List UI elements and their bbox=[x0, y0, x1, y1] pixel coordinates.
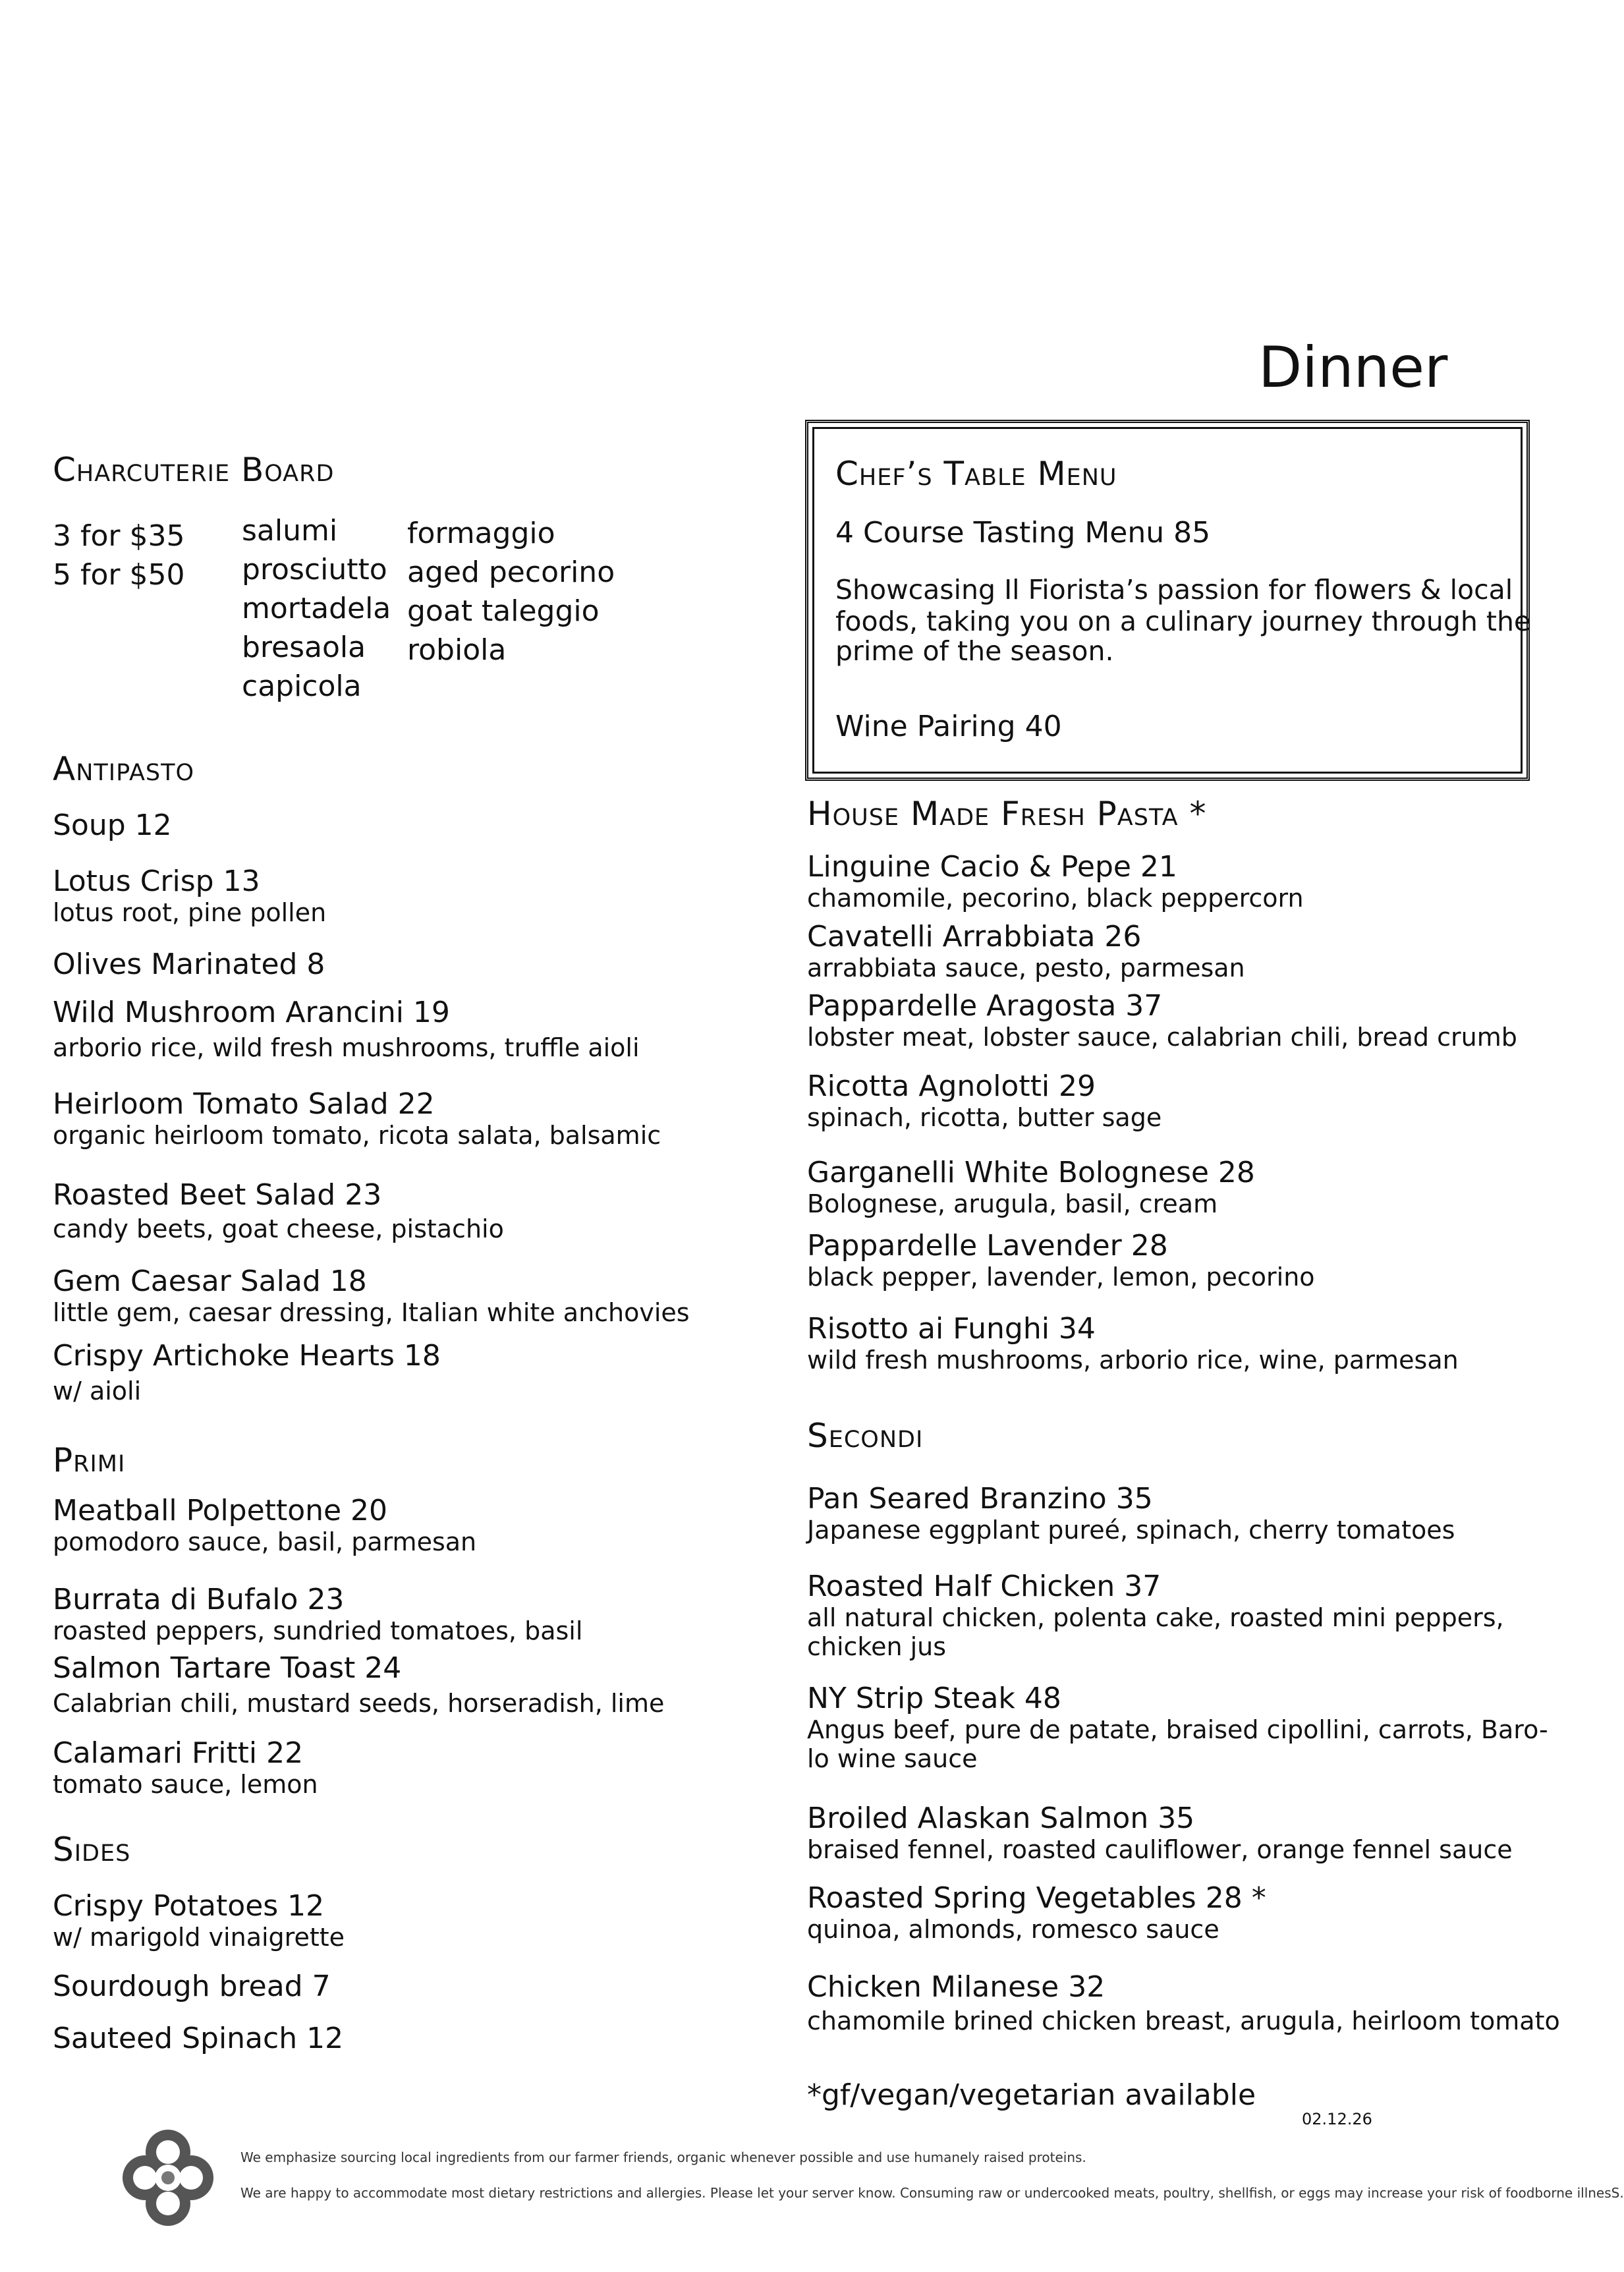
pasta-heading: House Made Fresh Pasta * bbox=[807, 795, 1207, 833]
menu-item bbox=[807, 1313, 1459, 1375]
menu-item bbox=[807, 921, 1245, 982]
page-title: Dinner bbox=[1258, 335, 1448, 401]
item-name: Pappardelle Lavender 28 bbox=[807, 1229, 1168, 1263]
charcuterie-price: 5 for $50 bbox=[53, 558, 185, 592]
menu-item bbox=[53, 1890, 345, 1952]
sourcing-note: We emphasize sourcing local ingredients from our farmer friends, organic whenever possible and use humanely raised proteins. bbox=[240, 2149, 1086, 2165]
allergy-note-end: S. bbox=[1611, 2185, 1624, 2201]
list-item: prosciutto bbox=[242, 553, 387, 586]
item-description: organic heirloom tomato, ricota salata, balsamic bbox=[53, 1121, 661, 1150]
menu-item bbox=[53, 1265, 690, 1327]
item-description: spinach, ricotta, butter sage bbox=[807, 1103, 1162, 1132]
item-name: Broiled Alaskan Salmon 35 bbox=[807, 1802, 1195, 1835]
list-item: aged pecorino bbox=[407, 555, 615, 589]
allergy-note bbox=[240, 2185, 1624, 2201]
item-name: Crispy Potatoes 12 bbox=[53, 1889, 325, 1923]
item-description: braised fennel, roasted cauliflower, orange fennel sauce bbox=[807, 1835, 1513, 1864]
item-description: all natural chicken, polenta cake, roasted mini peppers, bbox=[807, 1603, 1504, 1632]
item-description: chamomile brined chicken breast, arugula, heirloom tomato bbox=[807, 2006, 1560, 2035]
menu-item bbox=[807, 1070, 1162, 1132]
menu-item bbox=[53, 1088, 661, 1150]
item-name: Linguine Cacio & Pepe 21 bbox=[807, 850, 1177, 884]
list-item: capicola bbox=[242, 669, 362, 703]
item-name: Heirloom Tomato Salad 22 bbox=[53, 1087, 435, 1121]
item-description: roasted peppers, sundried tomatoes, basil bbox=[53, 1616, 583, 1645]
item-description: pomodoro sauce, basil, parmesan bbox=[53, 1527, 477, 1556]
charcuterie-prices bbox=[53, 517, 184, 594]
item-name: Burrata di Bufalo 23 bbox=[53, 1583, 345, 1616]
item-name: Roasted Beet Salad 23 bbox=[53, 1178, 382, 1212]
chefs-table-heading: Chef’s Table Menu bbox=[835, 455, 1117, 493]
dietary-availability-note: *gf/vegan/vegetarian available bbox=[807, 2078, 1256, 2112]
list-item: salumi bbox=[242, 514, 338, 548]
primi-heading: Primi bbox=[53, 1441, 126, 1479]
item-description: tomato sauce, lemon bbox=[53, 1770, 318, 1799]
item-name: NY Strip Steak 48 bbox=[807, 1682, 1061, 1715]
item-description: wild fresh mushrooms, arborio rice, wine, parmesan bbox=[807, 1346, 1459, 1375]
formaggio-list bbox=[407, 514, 615, 669]
salumi-list bbox=[242, 511, 391, 706]
item-name: Sauteed Spinach 12 bbox=[53, 2022, 344, 2055]
list-item: mortadela bbox=[242, 592, 391, 625]
flower-logo-icon bbox=[119, 2127, 217, 2229]
menu-item bbox=[53, 1970, 331, 2003]
charcuterie-price: 3 for $35 bbox=[53, 519, 185, 553]
menu-item bbox=[807, 1882, 1266, 1944]
item-name: Risotto ai Funghi 34 bbox=[807, 1312, 1096, 1346]
menu-date: 02.12.26 bbox=[1302, 2110, 1372, 2128]
secondi-heading: Secondi bbox=[807, 1417, 924, 1455]
item-description: Japanese eggplant pureé, spinach, cherry tomatoes bbox=[807, 1516, 1455, 1545]
menu-item bbox=[53, 1179, 504, 1243]
item-name: Ricotta Agnolotti 29 bbox=[807, 1069, 1096, 1103]
item-description: black pepper, lavender, lemon, pecorino bbox=[807, 1263, 1315, 1292]
chefs-table-description-1: Showcasing Il Fiorista’s passion for flowers & local bbox=[835, 574, 1513, 606]
antipasto-heading: Antipasto bbox=[53, 750, 195, 788]
chefs-table-description-3: prime of the season. bbox=[835, 635, 1114, 667]
item-name: Sourdough bread 7 bbox=[53, 1970, 331, 2003]
item-description: Bolognese, arugula, basil, cream bbox=[807, 1189, 1218, 1218]
item-description: lotus root, pine pollen bbox=[53, 898, 327, 927]
menu-item bbox=[53, 948, 325, 981]
list-item: formaggio bbox=[407, 517, 555, 550]
charcuterie-heading: Charcuterie Board bbox=[53, 451, 335, 489]
menu-item bbox=[807, 1971, 1560, 2035]
item-name: Chicken Milanese 32 bbox=[807, 1970, 1106, 2004]
menu-item bbox=[807, 1682, 1548, 1773]
menu-item bbox=[53, 1737, 318, 1799]
menu-item bbox=[807, 1483, 1455, 1545]
item-name: Meatball Polpettone 20 bbox=[53, 1494, 388, 1527]
allergy-note-text: We are happy to accommodate most dietary restrictions and allergies. Please let your server know. Consuming raw or undercooked meats, poultry, shellfish, or eggs may increase your risk of foodborne illnes bbox=[240, 2185, 1611, 2201]
chefs-table-description-2: foods, taking you on a culinary journey through the bbox=[835, 606, 1531, 637]
menu-item bbox=[53, 809, 172, 842]
menu-item bbox=[807, 1570, 1504, 1661]
restaurant-logo bbox=[119, 2127, 217, 2229]
item-name: Wild Mushroom Arancini 19 bbox=[53, 996, 450, 1029]
item-name: Gem Caesar Salad 18 bbox=[53, 1264, 367, 1298]
item-description: lo wine sauce bbox=[807, 1744, 978, 1773]
item-name: Pan Seared Branzino 35 bbox=[807, 1482, 1153, 1516]
item-name: Soup 12 bbox=[53, 809, 172, 842]
tasting-menu-price: 4 Course Tasting Menu 85 bbox=[835, 516, 1211, 550]
item-description: arrabbiata sauce, pesto, parmesan bbox=[807, 953, 1245, 982]
item-name: Pappardelle Aragosta 37 bbox=[807, 989, 1163, 1023]
menu-item bbox=[53, 865, 326, 927]
list-item: bresaola bbox=[242, 631, 366, 664]
item-name: Garganelli White Bolognese 28 bbox=[807, 1156, 1255, 1189]
item-name: Lotus Crisp 13 bbox=[53, 865, 260, 898]
item-description: quinoa, almonds, romesco sauce bbox=[807, 1915, 1219, 1944]
item-name: Roasted Spring Vegetables 28 * bbox=[807, 1881, 1266, 1915]
item-name: Olives Marinated 8 bbox=[53, 948, 325, 981]
menu-item bbox=[807, 1156, 1255, 1218]
item-name: Crispy Artichoke Hearts 18 bbox=[53, 1339, 441, 1373]
menu-item bbox=[53, 1494, 476, 1556]
item-description: chamomile, pecorino, black peppercorn bbox=[807, 884, 1304, 913]
menu-item bbox=[53, 1652, 664, 1718]
menu-item bbox=[807, 990, 1517, 1052]
sides-heading: Sides bbox=[53, 1831, 131, 1869]
menu-item bbox=[53, 996, 640, 1062]
item-description: little gem, caesar dressing, Italian white anchovies bbox=[53, 1298, 690, 1327]
item-description: arborio rice, wild fresh mushrooms, truffle aioli bbox=[53, 1033, 640, 1062]
item-description: candy beets, goat cheese, pistachio bbox=[53, 1214, 504, 1243]
item-name: Salmon Tartare Toast 24 bbox=[53, 1651, 402, 1685]
item-name: Calamari Fritti 22 bbox=[53, 1736, 304, 1770]
menu-item bbox=[807, 1802, 1513, 1864]
item-name: Roasted Half Chicken 37 bbox=[807, 1570, 1162, 1603]
wine-pairing-price: Wine Pairing 40 bbox=[835, 710, 1062, 743]
menu-item bbox=[807, 851, 1304, 913]
item-name: Cavatelli Arrabbiata 26 bbox=[807, 920, 1142, 953]
menu-item bbox=[53, 1583, 582, 1645]
menu-item bbox=[53, 1340, 441, 1406]
menu-item bbox=[807, 1230, 1315, 1292]
item-description: w/ aioli bbox=[53, 1377, 142, 1406]
item-description: Angus beef, pure de patate, braised cipollini, carrots, Baro- bbox=[807, 1715, 1548, 1744]
item-description: Calabrian chili, mustard seeds, horseradish, lime bbox=[53, 1689, 665, 1718]
list-item: goat taleggio bbox=[407, 594, 600, 628]
item-description: lobster meat, lobster sauce, calabrian chili, bread crumb bbox=[807, 1023, 1517, 1052]
list-item: robiola bbox=[407, 633, 507, 667]
item-description: w/ marigold vinaigrette bbox=[53, 1923, 345, 1952]
item-description: chicken jus bbox=[807, 1632, 947, 1661]
menu-item bbox=[53, 2022, 343, 2055]
